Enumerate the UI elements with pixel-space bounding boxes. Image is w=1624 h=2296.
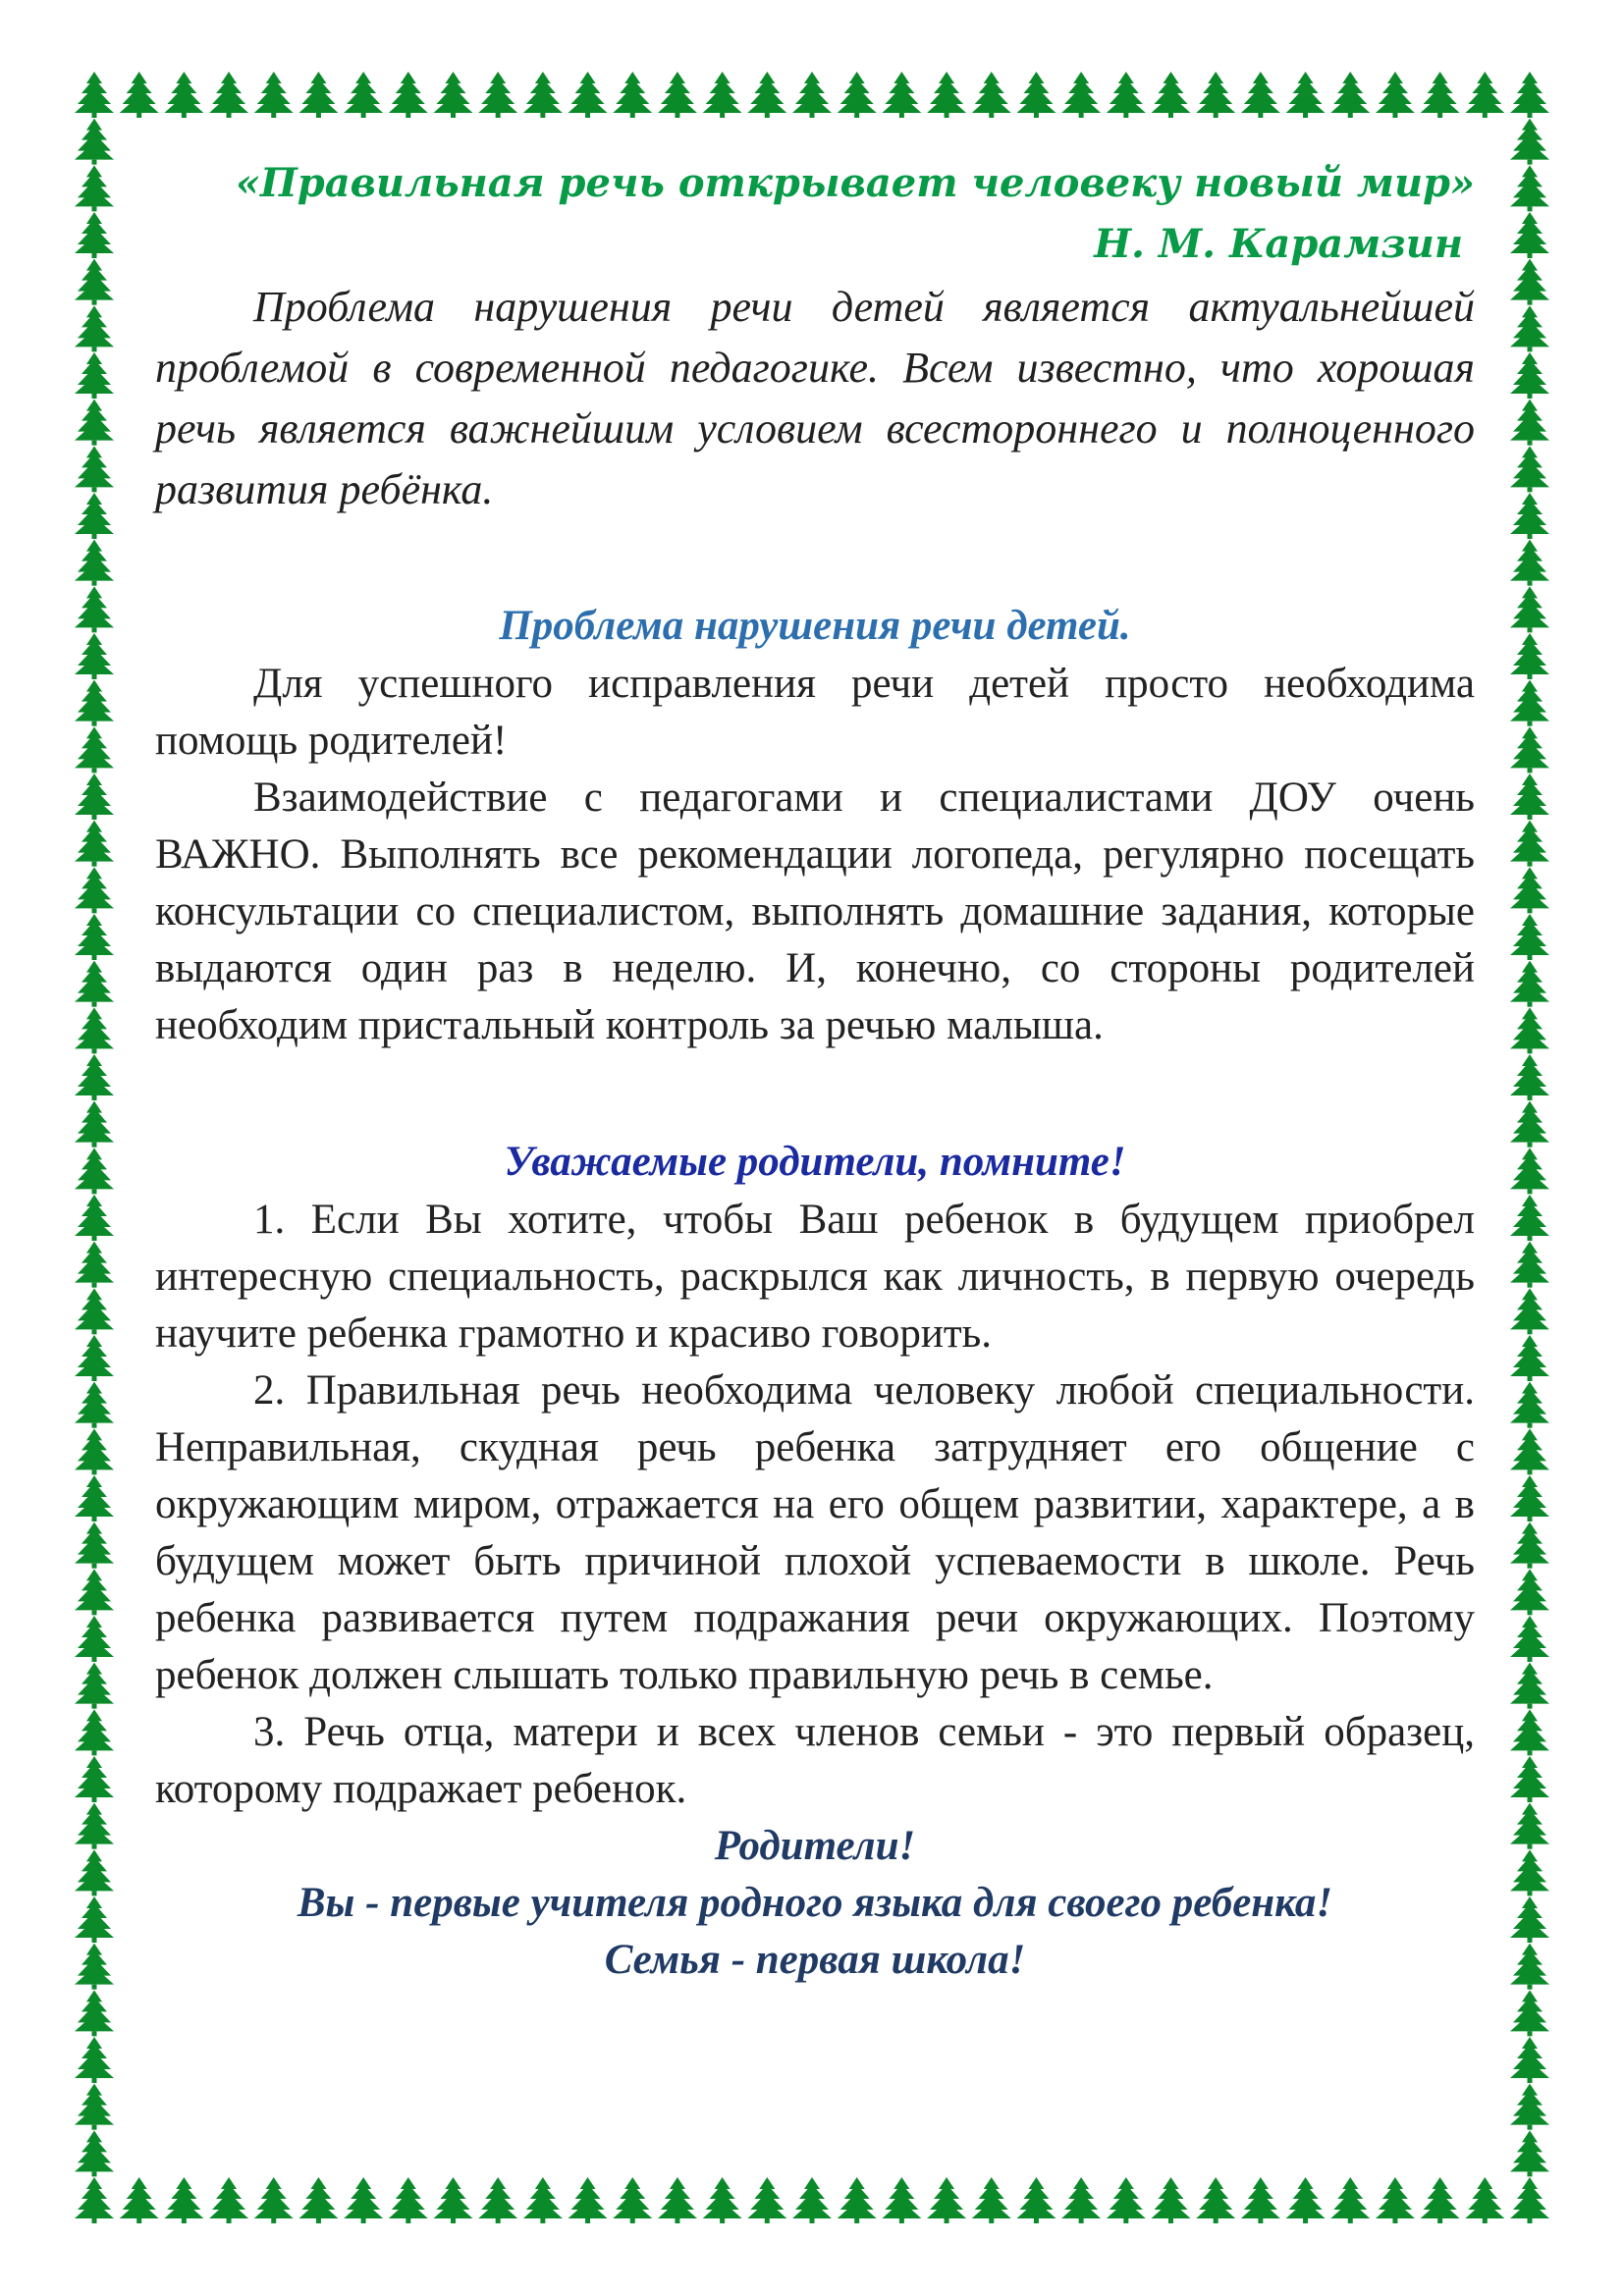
closing-line-1: Родители! <box>714 1823 916 1869</box>
tree-icon <box>927 72 966 118</box>
tree-icon <box>1465 2177 1504 2223</box>
list-item-2: 2. Правильная речь необходима человеку любой специальности. Неправильная, скудная речь ребенка затрудняет его общение с окружающим миром, отражается на его общем развитии, характере, а в будущем может быть причиной плохой успеваемости в школе. Речь ребенка развивается путем подражания речи окружающих. Поэтому ребенок должен слышать только правильную речь в семье. <box>155 1367 1475 1698</box>
tree-icon <box>75 586 114 632</box>
tree-icon <box>1421 2177 1460 2223</box>
tree-icon <box>1510 1756 1549 1802</box>
tree-icon <box>75 2084 114 2130</box>
tree-icon <box>1510 1663 1549 1709</box>
tree-icon <box>434 72 473 118</box>
section1-heading: Проблема нарушения речи детей. <box>499 603 1131 649</box>
tree-icon <box>1510 1849 1549 1896</box>
tree-icon <box>344 72 383 118</box>
tree-icon <box>75 2130 114 2176</box>
tree-icon <box>1152 72 1191 118</box>
tree-icon <box>1510 1990 1549 2036</box>
tree-icon <box>927 2177 966 2223</box>
tree-icon <box>254 2177 294 2223</box>
tree-icon <box>1510 1896 1549 1943</box>
tree-icon <box>209 72 248 118</box>
tree-icon <box>568 72 608 118</box>
tree-icon <box>972 2177 1011 2223</box>
tree-icon <box>75 400 114 446</box>
tree-icon <box>1510 867 1549 913</box>
tree-icon <box>75 165 114 211</box>
tree-icon <box>1376 2177 1415 2223</box>
tree-icon <box>75 305 114 351</box>
tree-icon <box>1510 400 1549 446</box>
tree-icon <box>1510 2084 1549 2130</box>
tree-icon <box>882 2177 921 2223</box>
tree-icon <box>1510 1522 1549 1569</box>
tree-icon <box>75 1849 114 1896</box>
tree-icon <box>613 72 652 118</box>
tree-icon <box>1510 633 1549 679</box>
tree-icon <box>1510 961 1549 1007</box>
section1-paragraph-1: Для успешного исправления речи детей просто необходима помощь родителей! <box>155 661 1475 764</box>
tree-icon <box>792 72 832 118</box>
tree-icon <box>1510 1616 1549 1662</box>
tree-icon <box>1510 1382 1549 1428</box>
tree-icon <box>344 2177 383 2223</box>
tree-icon <box>1510 1242 1549 1288</box>
tree-icon <box>75 1148 114 1194</box>
list-item-3: 3. Речь отца, матери и всех членов семьи - это первый образец, которому подражает ребенок. <box>155 1709 1475 1812</box>
tree-icon <box>389 72 428 118</box>
tree-icon <box>1376 72 1415 118</box>
tree-icon <box>478 2177 517 2223</box>
closing-line-3: Семья - первая школа! <box>604 1937 1026 1983</box>
tree-icon <box>120 2177 159 2223</box>
tree-icon <box>1465 72 1504 118</box>
tree-icon <box>658 2177 697 2223</box>
tree-icon <box>298 2177 338 2223</box>
tree-icon <box>75 2037 114 2083</box>
tree-icon <box>75 259 114 305</box>
tree-icon <box>75 2177 114 2223</box>
tree-icon <box>389 2177 428 2223</box>
tree-icon <box>1510 1054 1549 1100</box>
tree-icon <box>1510 774 1549 820</box>
tree-icon <box>1510 1148 1549 1194</box>
tree-icon <box>75 1756 114 1802</box>
tree-icon <box>75 821 114 867</box>
tree-icon <box>75 1990 114 2036</box>
tree-icon <box>1510 1475 1549 1522</box>
tree-icon <box>1510 1101 1549 1148</box>
tree-icon <box>1061 72 1101 118</box>
tree-icon <box>1107 2177 1146 2223</box>
tree-icon <box>75 914 114 960</box>
tree-icon <box>1510 1428 1549 1474</box>
tree-icon <box>1510 1569 1549 1615</box>
tree-icon <box>434 2177 473 2223</box>
tree-icon <box>1286 2177 1326 2223</box>
tree-icon <box>1510 914 1549 960</box>
tree-icon <box>1510 1944 1549 1990</box>
tree-icon <box>523 2177 563 2223</box>
tree-icon <box>613 2177 652 2223</box>
tree-icon <box>75 1663 114 1709</box>
section1-paragraph-2: Взаимодействие с педагогами и специалистами ДОУ очень ВАЖНО. Выполнять все рекомендации логопеда, регулярно посещать консультации со специалистом, выполнять домашние задания, которые выдаются один раз в неделю. И, конечно, со стороны родителей необходим пристальный контроль за речью малыша. <box>155 774 1475 1048</box>
tree-icon <box>658 72 697 118</box>
tree-icon <box>1286 72 1326 118</box>
tree-icon <box>75 1242 114 1288</box>
tree-icon <box>75 1616 114 1662</box>
tree-icon <box>1510 1288 1549 1334</box>
tree-icon <box>75 1803 114 1849</box>
tree-icon <box>703 2177 742 2223</box>
tree-icon <box>75 1054 114 1100</box>
tree-icon <box>1510 1007 1549 1053</box>
tree-icon <box>298 72 338 118</box>
tree-icon <box>1016 2177 1056 2223</box>
tree-icon <box>75 119 114 165</box>
tree-icon <box>209 2177 248 2223</box>
tree-icon <box>478 72 517 118</box>
flyer-content <box>155 153 1475 1989</box>
tree-icon <box>1016 72 1056 118</box>
tree-icon <box>75 726 114 773</box>
tree-icon <box>254 72 294 118</box>
tree-icon <box>1510 352 1549 399</box>
intro-paragraph: Проблема нарушения речи детей является актуальнейшей проблемой в современной педагогике. Всем известно, что хорошая речь является важнейшим условием всестороннего и полноценного развития ребёнка. <box>155 283 1475 513</box>
tree-icon <box>75 1428 114 1474</box>
tree-icon <box>75 72 114 118</box>
tree-icon <box>1510 726 1549 773</box>
tree-icon <box>75 1896 114 1943</box>
tree-icon <box>120 72 159 118</box>
tree-icon <box>1241 72 1280 118</box>
tree-icon <box>1196 72 1235 118</box>
tree-icon <box>1421 72 1460 118</box>
tree-icon <box>747 2177 786 2223</box>
epigraph-author: Н. М. Карамзин <box>1094 221 1463 267</box>
tree-icon <box>75 493 114 539</box>
tree-icon <box>1510 1195 1549 1241</box>
tree-icon <box>1510 821 1549 867</box>
tree-icon <box>882 72 921 118</box>
tree-icon <box>1330 2177 1370 2223</box>
tree-icon <box>1510 259 1549 305</box>
list-item-1: 1. Если Вы хотите, чтобы Ваш ребенок в будущем приобрел интересную специальность, раскрылся как личность, в первую очередь научите ребенка грамотно и красиво говорить. <box>155 1197 1475 1357</box>
tree-icon <box>1510 72 1549 118</box>
tree-icon <box>75 1101 114 1148</box>
tree-icon <box>1510 1709 1549 1755</box>
tree-icon <box>1510 2177 1549 2223</box>
tree-icon <box>75 1382 114 1428</box>
tree-icon <box>792 2177 832 2223</box>
tree-icon <box>1510 493 1549 539</box>
tree-icon <box>75 446 114 492</box>
tree-icon <box>1510 680 1549 726</box>
tree-icon <box>568 2177 608 2223</box>
tree-icon <box>747 72 786 118</box>
tree-icon <box>838 2177 877 2223</box>
tree-icon <box>1510 2037 1549 2083</box>
tree-icon <box>1510 540 1549 586</box>
tree-icon <box>1510 119 1549 165</box>
tree-icon <box>1196 2177 1235 2223</box>
tree-icon <box>1510 165 1549 211</box>
tree-icon <box>1330 72 1370 118</box>
tree-icon <box>75 633 114 679</box>
tree-icon <box>75 1944 114 1990</box>
tree-icon <box>972 72 1011 118</box>
tree-icon <box>1510 586 1549 632</box>
tree-icon <box>75 1195 114 1241</box>
tree-icon <box>75 961 114 1007</box>
tree-icon <box>75 1335 114 1381</box>
tree-icon <box>75 1709 114 1755</box>
tree-icon <box>1241 2177 1280 2223</box>
tree-icon <box>1510 305 1549 351</box>
tree-icon <box>1152 2177 1191 2223</box>
tree-icon <box>1510 212 1549 258</box>
tree-icon <box>75 212 114 258</box>
tree-icon <box>75 867 114 913</box>
tree-icon <box>1061 2177 1101 2223</box>
tree-icon <box>1510 2130 1549 2176</box>
tree-icon <box>1510 446 1549 492</box>
tree-icon <box>75 1007 114 1053</box>
tree-icon <box>523 72 563 118</box>
tree-icon <box>75 774 114 820</box>
tree-icon <box>75 1569 114 1615</box>
tree-icon <box>164 72 203 118</box>
tree-icon <box>75 1522 114 1569</box>
tree-icon <box>75 352 114 399</box>
closing-line-2: Вы - первые учителя родного языка для своего ребенка! <box>297 1880 1333 1926</box>
epigraph-quote: «Правильная речь открывает человеку новый мир» <box>235 160 1475 206</box>
tree-icon <box>75 540 114 586</box>
tree-icon <box>703 72 742 118</box>
section2-heading: Уважаемые родители, помните! <box>504 1139 1126 1185</box>
tree-icon <box>75 1288 114 1334</box>
tree-icon <box>164 2177 203 2223</box>
tree-icon <box>75 1475 114 1522</box>
tree-icon <box>1107 72 1146 118</box>
tree-icon <box>75 680 114 726</box>
tree-icon <box>1510 1335 1549 1381</box>
tree-icon <box>838 72 877 118</box>
tree-icon <box>1510 1803 1549 1849</box>
